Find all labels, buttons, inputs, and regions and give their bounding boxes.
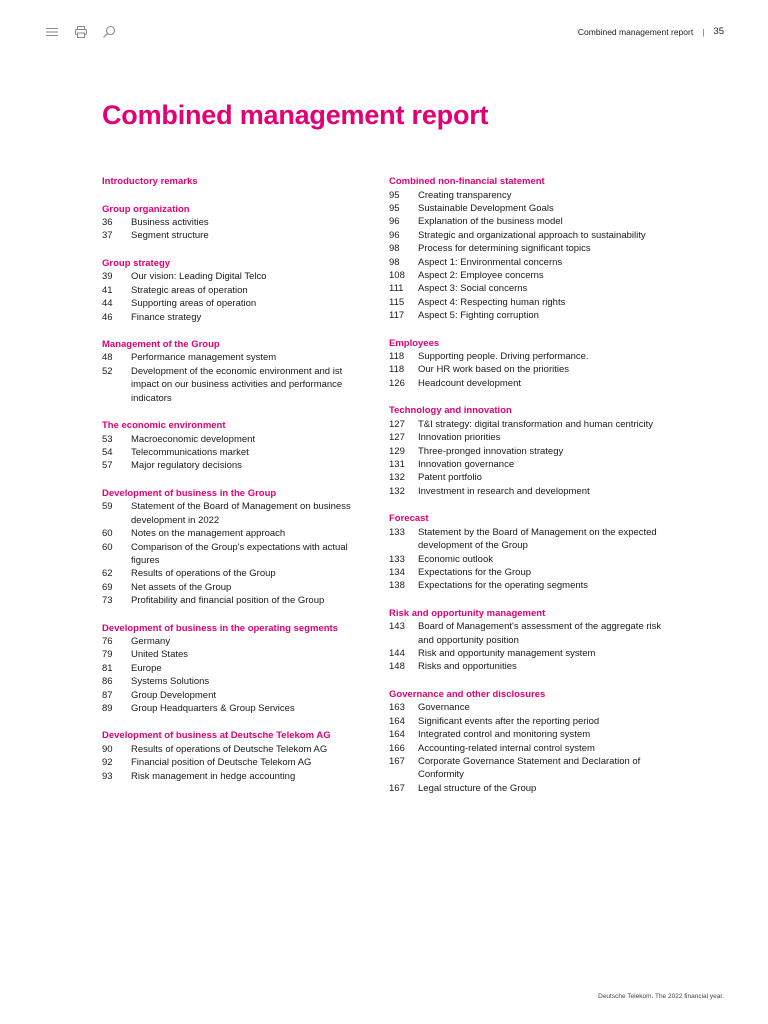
toc-entry-page: 93 bbox=[102, 770, 113, 782]
toc-entry-page: 59 bbox=[102, 501, 113, 513]
toc-entry-label: Aspect 4: Respecting human rights bbox=[418, 296, 566, 308]
toc-entry[interactable] bbox=[389, 660, 679, 673]
toc-entry-page: 87 bbox=[102, 689, 113, 701]
toc-right-column bbox=[389, 175, 679, 809]
toc-entry-page: 148 bbox=[389, 661, 405, 673]
print-icon[interactable] bbox=[73, 24, 89, 40]
toc-entry-page: 52 bbox=[102, 365, 113, 377]
toc-entry-page: 41 bbox=[102, 284, 113, 296]
toc-entry-page: 132 bbox=[389, 485, 405, 497]
toc-entry-page: 134 bbox=[389, 566, 405, 578]
toc-section-combined-non-financial-statement bbox=[389, 175, 679, 323]
toc-entry-page: 60 bbox=[102, 528, 113, 540]
toc-entry-page: 143 bbox=[389, 621, 405, 633]
toc-entry[interactable] bbox=[389, 620, 679, 647]
toc-section-employees bbox=[389, 337, 679, 391]
toc-entry-label: Strategic and organizational approach to sustainability bbox=[418, 229, 646, 241]
toc-entry-page: 118 bbox=[389, 364, 405, 376]
toc-entry-label: Headcount development bbox=[418, 377, 521, 389]
toc-entry-label: Results of operations of Deutsche Telekom AG bbox=[131, 743, 328, 755]
toc-entry-page: 108 bbox=[389, 269, 405, 281]
toc-entry-label: Three-pronged innovation strategy bbox=[418, 445, 564, 457]
toc-entry-page: 39 bbox=[102, 271, 113, 283]
page-number: 35 bbox=[713, 26, 724, 37]
toc-entry-page: 57 bbox=[102, 460, 113, 472]
toc-entry-page: 98 bbox=[389, 256, 400, 268]
toc-section-forecast bbox=[389, 512, 679, 593]
toc-entry[interactable] bbox=[102, 284, 372, 297]
toc-entry-label: Aspect 1: Environmental concerns bbox=[418, 256, 563, 268]
toc-section-title[interactable]: Development of business at Deutsche Telekom AG bbox=[102, 730, 331, 742]
toc-section-title[interactable]: Governance and other disclosures bbox=[389, 688, 546, 700]
toc-entry-page: 131 bbox=[389, 459, 405, 470]
search-icon[interactable] bbox=[101, 24, 117, 40]
toc-entry[interactable] bbox=[389, 647, 679, 660]
toc-section-technology-and-innovation bbox=[389, 404, 679, 498]
toc-entry-label: Notes on the management approach bbox=[131, 528, 286, 540]
toc-entry-label: Group Development bbox=[131, 689, 217, 701]
toc-entry-page: 96 bbox=[389, 229, 400, 241]
toc-entry[interactable] bbox=[102, 594, 372, 607]
toc-section-title[interactable]: Forecast bbox=[389, 513, 429, 525]
toc-entry[interactable] bbox=[102, 297, 372, 310]
toc-section-development-of-business-in-the-operating-segments bbox=[102, 622, 372, 716]
toc-entry-page: 127 bbox=[389, 432, 405, 444]
toc-entry-label: Creating transparency bbox=[418, 189, 512, 201]
toc-entry[interactable] bbox=[389, 728, 679, 741]
toc-entry-page: 54 bbox=[102, 446, 113, 458]
toc-entry-page: 167 bbox=[389, 782, 405, 794]
toc-entry[interactable] bbox=[389, 242, 679, 255]
toc-entry-page: 111 bbox=[389, 283, 404, 295]
toc-entry[interactable] bbox=[389, 742, 679, 755]
toc-entry-page: 81 bbox=[102, 662, 113, 674]
toc-section-title[interactable]: Combined non-financial statement bbox=[389, 176, 545, 187]
toc-entry[interactable] bbox=[102, 541, 372, 568]
toc-entry[interactable] bbox=[389, 377, 679, 390]
toc-entry-label: Innovation governance bbox=[418, 459, 515, 470]
toc-entry[interactable] bbox=[102, 581, 372, 594]
toc-entry-label: Expectations for the operating segments bbox=[418, 580, 589, 592]
toc-entry-page: 79 bbox=[102, 649, 113, 661]
top-bar bbox=[0, 0, 768, 60]
toc-entry-label: Business activities bbox=[131, 217, 209, 228]
page-title: Combined management report bbox=[102, 100, 489, 130]
toc-entry[interactable] bbox=[102, 662, 372, 675]
toc-section-group-organization bbox=[102, 203, 372, 243]
toc-entry-label: Expectations for the Group bbox=[418, 566, 532, 578]
toc-entry[interactable] bbox=[389, 296, 679, 309]
toc-entry[interactable] bbox=[102, 270, 372, 283]
header-section-title[interactable]: Combined management report bbox=[577, 26, 694, 37]
toc-entry-label: Results of operations of the Group bbox=[131, 568, 276, 580]
footer-text: Deutsche Telekom. The 2022 financial year. bbox=[598, 993, 724, 1000]
toc-entry-page: 95 bbox=[389, 189, 400, 201]
toc-entry[interactable] bbox=[102, 743, 372, 756]
toc-entry-label: Finance strategy bbox=[131, 311, 202, 323]
toc-entry[interactable] bbox=[102, 311, 372, 324]
toc-entry-page: 95 bbox=[389, 202, 400, 214]
toc-entry[interactable] bbox=[389, 715, 679, 728]
toc-entry-page: 46 bbox=[102, 311, 113, 323]
toc-entry-label: Explanation of the business model bbox=[418, 216, 563, 228]
toc-entry-label: Segment structure bbox=[131, 230, 209, 242]
toc-entry-label: Risk and opportunity management system bbox=[418, 648, 596, 660]
toc-entry[interactable] bbox=[102, 567, 372, 580]
toc-entry-label: Profitability and financial position of the Group bbox=[131, 595, 325, 607]
toc-entry-page: 69 bbox=[102, 581, 113, 593]
toc-entry-label: Economic outlook bbox=[418, 553, 493, 565]
toc-entry[interactable] bbox=[102, 689, 372, 702]
toc-entry[interactable] bbox=[389, 350, 679, 363]
toc-entry-label: Patent portfolio bbox=[418, 472, 482, 484]
toc-entry-label: Accounting-related internal control system bbox=[418, 742, 595, 754]
toc-section-title[interactable]: Development of business in the operating segments bbox=[102, 622, 338, 634]
toc-entry[interactable] bbox=[102, 351, 372, 364]
toc-entry-page: 166 bbox=[389, 742, 405, 754]
toc-entry-page: 89 bbox=[102, 703, 113, 715]
toc-entry-page: 164 bbox=[389, 715, 405, 727]
toc-entry[interactable] bbox=[389, 471, 679, 484]
toc-entry-label: Supporting people. Driving performance. bbox=[418, 351, 589, 363]
toc-entry[interactable] bbox=[389, 579, 679, 592]
toc-entry-label: Financial position of Deutsche Telekom AG bbox=[131, 757, 312, 769]
toc-entry-page: 76 bbox=[102, 636, 113, 648]
toc-entry-label: Statement of the Board of Management on business development in 2022 bbox=[131, 501, 351, 526]
toc-entry[interactable] bbox=[389, 269, 679, 282]
header-info bbox=[578, 26, 724, 37]
toc-entry[interactable] bbox=[389, 363, 679, 376]
toc-entry-label: Germany bbox=[131, 636, 171, 648]
toc-entry[interactable] bbox=[389, 485, 679, 498]
toc-entry-label: Statement by the Board of Management on the expected development of the Group bbox=[418, 526, 657, 552]
toc-entry-page: 133 bbox=[389, 526, 405, 538]
toc-entry[interactable] bbox=[389, 701, 679, 714]
toc-entry-label: Performance management system bbox=[131, 352, 277, 364]
toc-entry-label: Macroeconomic development bbox=[131, 433, 256, 445]
toc-entry-label: Innovation priorities bbox=[418, 432, 501, 444]
toc-entry-page: 98 bbox=[389, 243, 400, 255]
toc-entry-label: Europe bbox=[131, 662, 162, 674]
toc-entry-page: 164 bbox=[389, 729, 405, 741]
toc-entry-label: Comparison of the Group's expectations with actual figures bbox=[131, 541, 348, 566]
toc-entry-page: 44 bbox=[102, 298, 113, 310]
toc-entry-label: Corporate Governance Statement and Declaration of Conformity bbox=[418, 756, 641, 781]
menu-icon[interactable] bbox=[44, 24, 60, 40]
toc-section-management-of-the-group bbox=[102, 338, 372, 405]
toc-section-risk-and-opportunity-management bbox=[389, 607, 679, 674]
toc-entry[interactable] bbox=[102, 500, 372, 527]
toc-entry[interactable] bbox=[389, 526, 679, 553]
toc-entry[interactable] bbox=[102, 433, 372, 446]
toc-entry-label: Aspect 3: Social concerns bbox=[418, 283, 528, 295]
toc-section-title[interactable]: Group strategy bbox=[102, 257, 171, 269]
toc-entry-page: 62 bbox=[102, 568, 113, 580]
toc-entry-page: 96 bbox=[389, 216, 400, 228]
toc-entry[interactable] bbox=[389, 553, 679, 566]
toc-entry-label: Governance bbox=[418, 702, 470, 714]
toc-entry-label: Significant events after the reporting period bbox=[418, 715, 600, 727]
toc-entry[interactable] bbox=[102, 635, 372, 648]
toc-entry-page: 90 bbox=[102, 743, 113, 755]
toc-entry-page: 132 bbox=[389, 472, 405, 484]
toc-entry[interactable] bbox=[102, 216, 372, 229]
toc-entry[interactable] bbox=[389, 229, 679, 242]
toc-entry-label: T&I strategy: digital transformation and human centricity bbox=[418, 418, 653, 430]
toc-entry-label: Sustainable Development Goals bbox=[418, 202, 554, 214]
toc-entry-label: Our HR work based on the priorities bbox=[418, 364, 570, 376]
toc-section-title[interactable]: The economic environment bbox=[102, 420, 226, 432]
toc-section-introductory-remarks bbox=[102, 175, 372, 189]
toc-entry-page: 92 bbox=[102, 757, 113, 769]
toc-entry-label: Integrated control and monitoring system bbox=[418, 729, 591, 741]
toc-entry-page: 163 bbox=[389, 702, 405, 714]
toc-section-group-strategy bbox=[102, 257, 372, 324]
toc-entry[interactable] bbox=[389, 566, 679, 579]
toc-entry-page: 126 bbox=[389, 377, 405, 389]
toc-section-development-of-business-at-deutsche-telekom-ag bbox=[102, 729, 372, 783]
toc-entry[interactable] bbox=[389, 215, 679, 228]
toc-entry-label: Aspect 2: Employee concerns bbox=[418, 269, 544, 281]
toc-entry-label: Risks and opportunities bbox=[418, 661, 517, 673]
toc-entry-page: 48 bbox=[102, 352, 113, 364]
toc-entry-label: Strategic areas of operation bbox=[131, 284, 248, 296]
toc-section-title[interactable]: Group organization bbox=[102, 203, 190, 215]
toc-section-the-economic-environment bbox=[102, 419, 372, 473]
toc-entry-label: Investment in research and development bbox=[418, 485, 590, 497]
toc-entry-label: Group Headquarters & Group Services bbox=[131, 703, 295, 715]
toc-entry-label: Supporting areas of operation bbox=[131, 298, 257, 310]
toc-entry-label: Net assets of the Group bbox=[131, 581, 232, 593]
toc-entry[interactable] bbox=[102, 675, 372, 688]
toc-entry[interactable] bbox=[102, 770, 372, 783]
toc-entry[interactable] bbox=[389, 309, 679, 322]
toc-entry-label: Major regulatory decisions bbox=[131, 460, 242, 472]
toc-entry[interactable] bbox=[389, 282, 679, 295]
header-separator: | bbox=[702, 26, 705, 37]
toc-section-title[interactable]: Risk and opportunity management bbox=[389, 607, 546, 619]
toc-entry[interactable] bbox=[102, 527, 372, 540]
toc-entry-page: 115 bbox=[389, 296, 405, 308]
toc-entry-label: Systems Solutions bbox=[131, 676, 210, 688]
toc-entry-page: 133 bbox=[389, 553, 405, 565]
toc-entry-page: 37 bbox=[102, 230, 113, 242]
toc-entry-page: 86 bbox=[102, 676, 113, 688]
toc-entry-page: 138 bbox=[389, 580, 405, 592]
toc-entry[interactable] bbox=[389, 755, 679, 782]
toc-entry-label: Development of the economic environment and ist impact on our business activities and performance indicators bbox=[131, 365, 343, 404]
toc-entry-label: Process for determining significant topics bbox=[418, 243, 591, 255]
toc-entry-page: 129 bbox=[389, 445, 405, 457]
toc-entry-page: 73 bbox=[102, 595, 113, 607]
toc-entry-label: Risk management in hedge accounting bbox=[131, 770, 296, 782]
toc-section-governance-and-other-disclosures bbox=[389, 688, 679, 795]
toc-section-title[interactable]: Management of the Group bbox=[102, 338, 220, 350]
toc-entry-label: Board of Management's assessment of the aggregate risk and opportunity position bbox=[418, 621, 662, 646]
toc-entry[interactable] bbox=[102, 756, 372, 769]
toc-entry[interactable] bbox=[389, 431, 679, 444]
toc-entry[interactable] bbox=[389, 189, 679, 202]
toc-entry[interactable] bbox=[102, 702, 372, 715]
toc-section-title[interactable]: Development of business in the Group bbox=[102, 487, 277, 499]
toc-section-title[interactable]: Introductory remarks bbox=[102, 176, 198, 187]
toc-entry-page: 117 bbox=[389, 310, 405, 322]
toc-entry-page: 53 bbox=[102, 433, 113, 445]
toc-entry-page: 118 bbox=[389, 351, 405, 363]
toc-entry[interactable] bbox=[389, 418, 679, 431]
toc-entry-page: 167 bbox=[389, 756, 405, 767]
toc-entry[interactable] bbox=[102, 229, 372, 242]
toc-section-title[interactable]: Technology and innovation bbox=[389, 405, 512, 417]
toc-entry[interactable] bbox=[389, 458, 679, 471]
toc-entry[interactable] bbox=[389, 445, 679, 458]
toc-entry-label: Our vision: Leading Digital Telco bbox=[131, 271, 267, 283]
toc-entry-page: 60 bbox=[102, 541, 113, 553]
toc-entry-label: Telecommunications market bbox=[131, 446, 249, 458]
toc-entry[interactable] bbox=[389, 256, 679, 269]
toc-entry-page: 36 bbox=[102, 217, 113, 228]
toc-entry-label: Legal structure of the Group bbox=[418, 782, 537, 794]
toc-section-title[interactable]: Employees bbox=[389, 337, 440, 349]
toc-section-development-of-business-in-the-group bbox=[102, 487, 372, 608]
toc-entry[interactable] bbox=[389, 202, 679, 215]
toc-entry[interactable] bbox=[102, 459, 372, 472]
toc-entry-page: 127 bbox=[389, 418, 405, 430]
toc-entry[interactable] bbox=[389, 782, 679, 795]
toc-entry[interactable] bbox=[102, 648, 372, 661]
toc-entry[interactable] bbox=[102, 365, 372, 405]
toc-entry-label: Aspect 5: Fighting corruption bbox=[418, 310, 539, 322]
toc-entry-label: United States bbox=[131, 649, 189, 661]
toc-left-column bbox=[102, 175, 372, 797]
toc-entry[interactable] bbox=[102, 446, 372, 459]
toc-entry-page: 144 bbox=[389, 648, 405, 660]
